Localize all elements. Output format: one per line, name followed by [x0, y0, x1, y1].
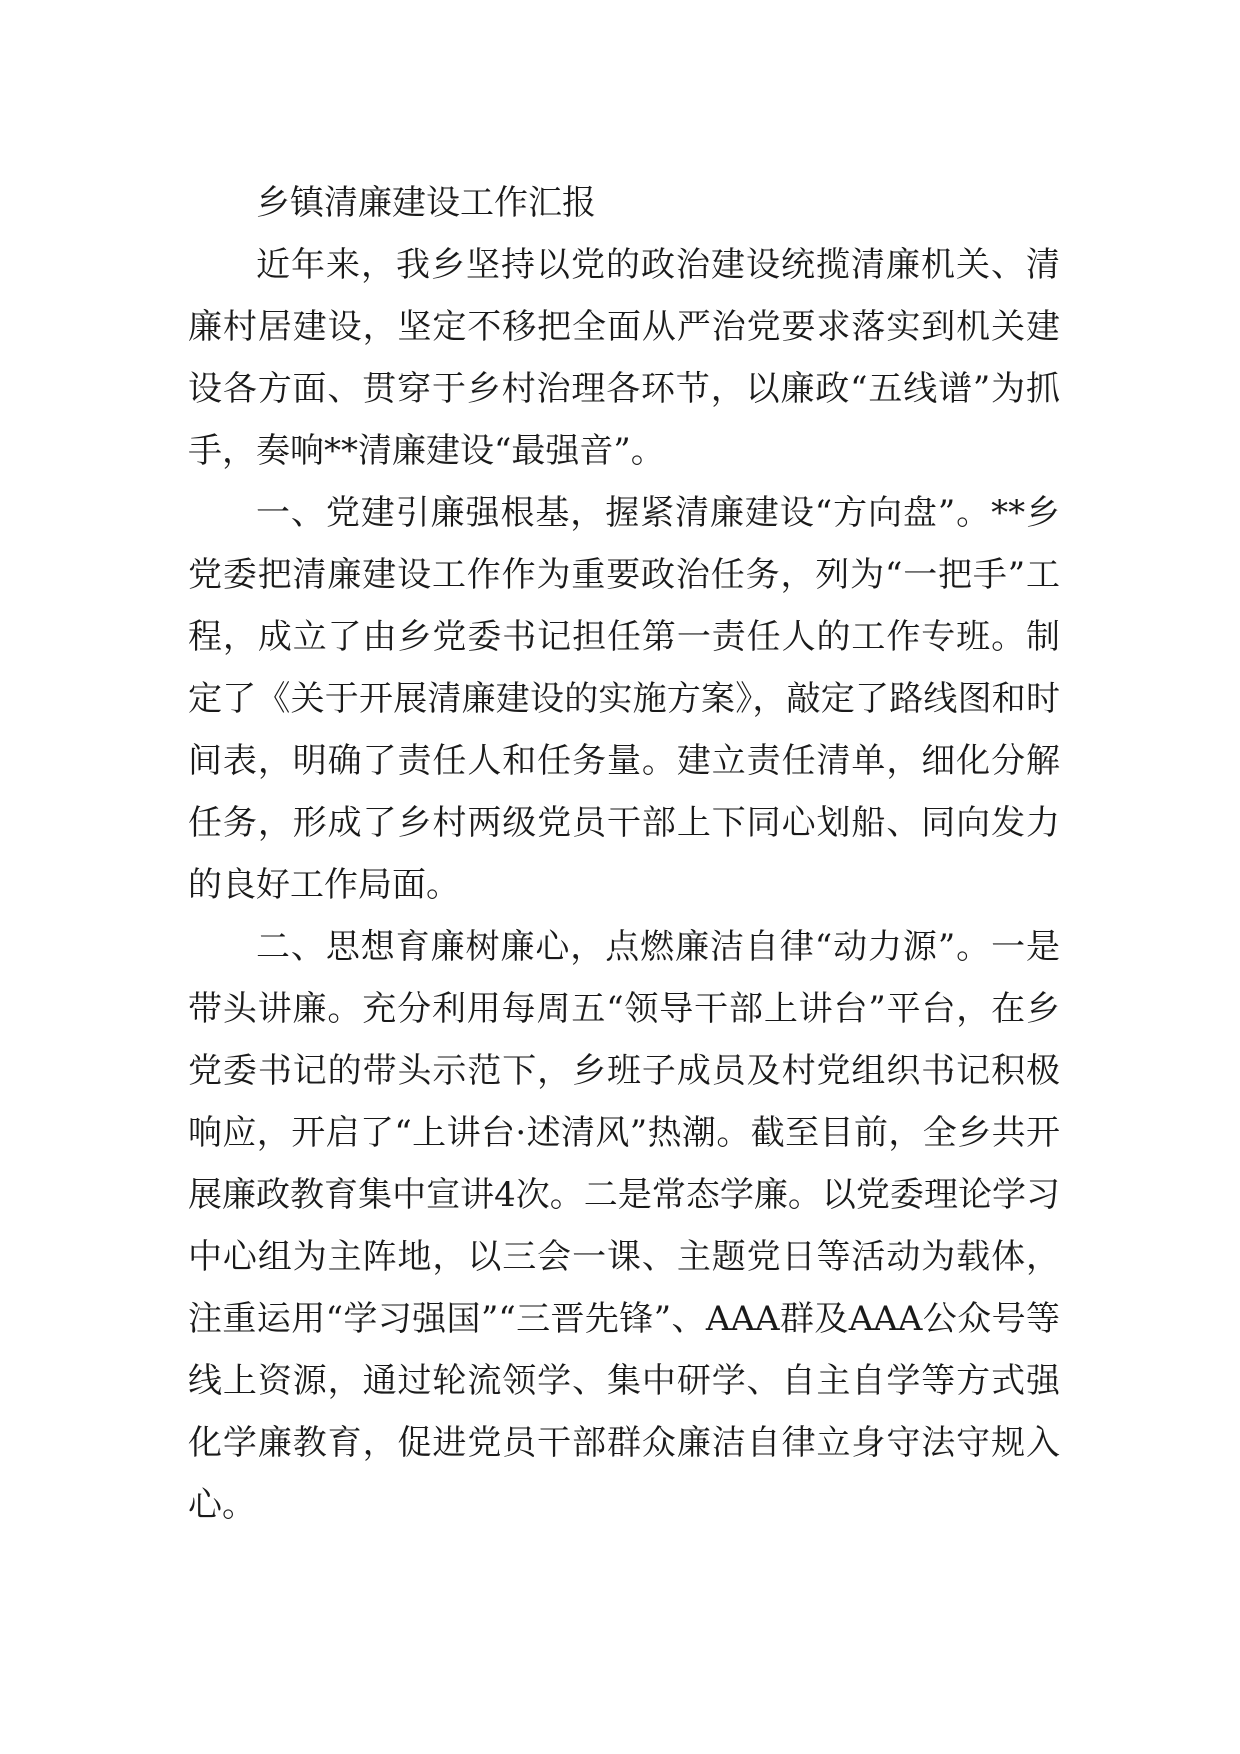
document-body: [188, 172, 1060, 1536]
document-title: 乡镇清廉建设工作汇报: [256, 183, 596, 223]
paragraph-section-1: 一、党建引廉强根基，握紧清廉建设“方向盘”。**乡党委把清廉建设工作作为重要政治任务，列为“一把手”工程，成立了由乡党委书记担任第一责任人的工作专班。制定了《关于开展清廉建设的实施方案》，敲定了路线图和时间表，明确了责任人和任务量。建立责任清单，细化分解任务，形成了乡村两级党员干部上下同心划船、同向发力的良好工作局面。: [188, 493, 1060, 905]
paragraph-intro: 近年来，我乡坚持以党的政治建设统揽清廉机关、清廉村居建设，坚定不移把全面从严治党要求落实到机关建设各方面、贯穿于乡村治理各环节，以廉政“五线谱”为抓手，奏响**清廉建设“最强音”。: [188, 245, 1060, 471]
paragraph-section-2: 二、思想育廉树廉心，点燃廉洁自律“动力源”。一是带头讲廉。充分利用每周五“领导干部上讲台”平台，在乡党委书记的带头示范下，乡班子成员及村党组织书记积极响应，开启了“上讲台·述清风”热潮。截至目前，全乡共开展廉政教育集中宣讲4次。二是常态学廉。以党委理论学习中心组为主阵地，以三会一课、主题党日等活动为载体，注重运用“学习强国”“三晋先锋”、AAA群及AAA公众号等线上资源，通过轮流领学、集中研学、自主自学等方式强化学廉教育，促进党员干部群众廉洁自律立身守法守规入心。: [188, 927, 1060, 1525]
